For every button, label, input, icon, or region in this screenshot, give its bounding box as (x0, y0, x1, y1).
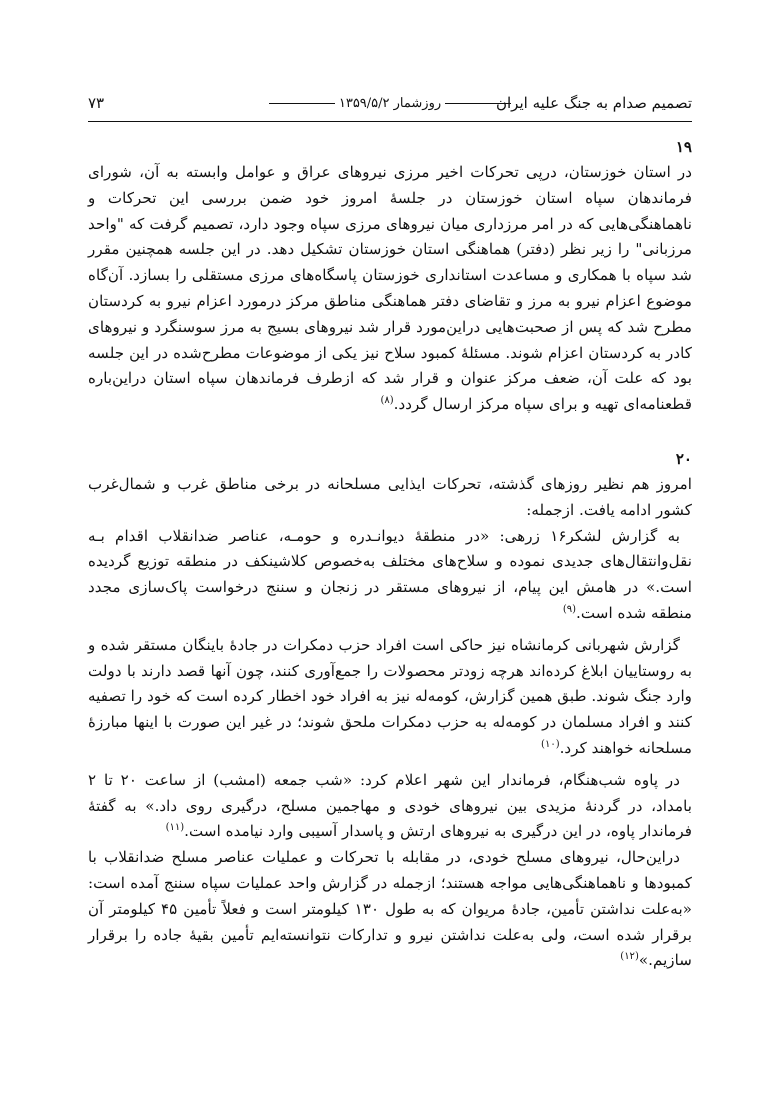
footnote-ref: (۱۱) (165, 822, 185, 834)
paragraph-text: در پاوه شب‌هنگام، فرماندار این شهر اعلام کرد: «شب جمعه (امشب) از ساعت ۲۰ تا ۲ بامداد، در گردنهٔ مزیدی بین نیروهای خودی و مهاجمین مسلح، درگیری روی داد.» به گفتهٔ فرماندار پاوه، در این درگیری به نیروهای ارتش و پاسدار آسیبی وارد نیامده است. (88, 770, 692, 841)
paragraph-text: در استان خوزستان، درپی تحرکات اخیر مرزی نیروهای عراق و عوامل وابسته به آن، شورای فرماندهان سپاه استان خوزستان در جلسهٔ امروز خود ضمن بررسی این تحرکات و ناهماهنگی‌هایی که در امر مرزداری میان نیروهای مرزی سپاه وجود دارد، تصمیم گرفت که "واحد مرزبانی" را زیر نظر (دفتر) هماهنگی استان خوزستان تشکیل دهد. در این جلسه همچنین مقرر شد سپاه با همکاری و مساعدت استانداری خوزستان پاسگاه‌های مرزی مستقلی را بسازد. آن‌گاه موضوع اعزام نیرو به مرز و تقاضای دفتر هماهنگی مناطق مرکز درمورد اعزام نیرو به کردستان مطرح شد که پس از صحبت‌هایی دراین‌مورد قرار شد نیروهای بسیج به مرز سوسنگرد و نیروهای کادر به کردستان اعزام شوند. مسئلهٔ کمبود سلاح نیز یکی از موضوعات مطرح‌شده در این جلسه بود که علت آن، ضعف مرکز عنوان و قرار شد که ازطرف فرماندهان سپاه استان دراین‌باره قطعنامه‌ای تهیه و برای سپاه مرکز ارسال گردد. (88, 163, 692, 414)
paragraph-text: دراین‌حال، نیروهای مسلح خودی، در مقابله با تحرکات و عملیات عناصر مسلح ضدانقلاب با کمبودها و ناهماهنگی‌هایی مواجه هستند؛ ازجمله در گزارش واحد عملیات سپاه سننج آمده است: «به‌علت نداشتن تأمین، جادهٔ مریوان که به طول ۱۳۰ کیلومتر است و فعلاً تأمین ۴۵ کیلومتر آن برقرار شده است، ولی به‌علت نداشتن نیرو و تدارکات نتوانسته‌ایم تأمین بقیهٔ جاده را برقرار سازیم.» (88, 848, 692, 970)
entry-number: ۱۹ (675, 138, 692, 156)
page-body (88, 134, 692, 974)
chronicle-date-text: روزشمار ۱۳۵۹/۵/۲ (338, 96, 442, 111)
paragraph-text: گزارش شهربانی کرمانشاه نیز حاکی است افراد حزب دمکرات در جادهٔ باینگان مستقر شده و به روستاییان ابلاغ کرده‌اند هرچه زودتر محصولات را جمع‌آوری کنند، چون آنها قصد دارند با دولت وارد جنگ شوند. طبق همین گزارش، کومه‌له نیز به افراد خود اخطار کرده است که خود را تصفیه کنند و افراد مسلمان در کومه‌له به حزب دمکرات ملحق شوند؛ در غیر این صورت با اینها مبارزهٔ مسلحانه خواهند کرد. (88, 635, 692, 757)
entry-number: ۲۰ (675, 449, 692, 468)
entry-19 (88, 134, 692, 418)
paragraph-text: امروز هم نظیر روزهای گذشته، تحرکات ایذایی مسلحانه در برخی مناطق غرب و شمال‌غرب کشور ادامه یافت. ازجمله: (88, 474, 692, 519)
footnote-ref: (۸) (380, 395, 394, 407)
date-rule-right (445, 103, 511, 104)
page-number: ۷۳ (88, 94, 105, 112)
date-rule-left (269, 103, 335, 104)
header-rule (88, 121, 692, 122)
chronicle-date (88, 96, 692, 111)
footnote-ref: (۱۲) (620, 951, 639, 963)
footnote-ref: (۱۰) (541, 738, 560, 750)
paragraph (88, 845, 692, 974)
paragraph (88, 472, 692, 524)
paragraph (88, 633, 692, 762)
footnote-ref: (۹) (562, 603, 576, 615)
entry-20 (88, 446, 692, 974)
running-header (88, 94, 692, 118)
paragraph (88, 160, 692, 418)
paragraph-text: به گزارش لشکر۱۶ زرهی: «در منطقهٔ دیوانـدره و حومـه، عناصر ضدانقلاب اقدام بـه نقل‌وانتقال‌های جدیدی نموده و سلاح‌های مختلف به‌خصوص کلاشینکف در منطقه توزیع گردیده است.» در هامش این پیام، از نیروهای مستقر در زنجان و سننج درخواست پاک‌سازی مجدد منطقه شده است. (88, 526, 692, 622)
paragraph (88, 524, 692, 627)
paragraph (88, 768, 692, 845)
book-title: تصمیم صدام به جنگ علیه ایران (496, 94, 692, 112)
